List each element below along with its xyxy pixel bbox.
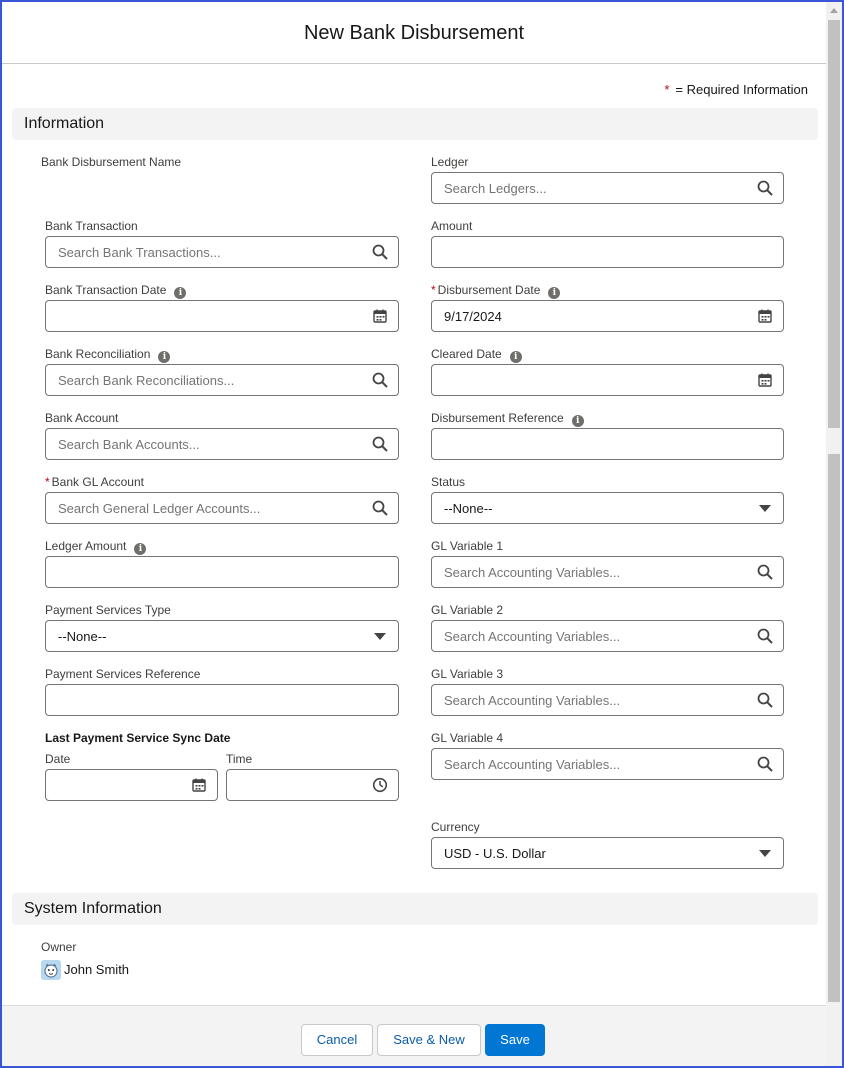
currency-value: USD - U.S. Dollar [444,846,546,861]
gl-variable-1-placeholder: Search Accounting Variables... [444,565,621,580]
required-note-text: = Required Information [675,82,808,97]
bank-transaction-label: Bank Transaction [45,219,138,233]
ledger-label: Ledger [431,155,469,169]
sync-time-input[interactable] [226,769,399,801]
bank-account-input[interactable] [45,428,399,460]
disbursement-reference-label [431,411,584,427]
amount-input[interactable] [431,236,784,268]
search-icon [372,436,388,452]
ledger-input[interactable] [431,172,784,204]
gl-variable-2-input[interactable] [431,620,784,652]
gl-variable-2-placeholder: Search Accounting Variables... [444,629,621,644]
search-icon [372,500,388,516]
gl-variable-4-label: GL Variable 4 [431,731,504,745]
sync-time-sublabel: Time [226,752,253,766]
gl-variable-1-input[interactable] [431,556,784,588]
disbursement-reference-label-text: Disbursement Reference [431,411,564,425]
gl-variable-3-label: GL Variable 3 [431,667,504,681]
scroll-up-arrow-icon[interactable] [830,8,838,13]
calendar-icon[interactable] [191,777,207,793]
amount-label: Amount [431,219,473,233]
section-information[interactable] [12,108,818,140]
chevron-down-icon [757,845,773,861]
cleared-date-label [431,347,522,363]
cancel-button[interactable]: Cancel [301,1024,373,1056]
last-payment-service-sync-date-label: Last Payment Service Sync Date [45,731,231,745]
bank-reconciliation-label [45,347,170,363]
ledger-amount-label [45,539,146,555]
disbursement-date-value: 9/17/2024 [444,309,502,324]
info-icon[interactable]: i [548,287,560,299]
search-icon [757,628,773,644]
currency-label: Currency [431,820,480,834]
status-select[interactable] [431,492,784,524]
bank-transaction-date-input[interactable] [45,300,399,332]
search-icon [757,692,773,708]
bank-gl-account-label-text: Bank GL Account [51,475,144,489]
search-icon [372,244,388,260]
currency-select[interactable] [431,837,784,869]
sync-date-sublabel: Date [45,752,71,766]
bank-gl-account-placeholder: Search General Ledger Accounts... [58,501,261,516]
payment-services-type-label: Payment Services Type [45,603,171,617]
status-value: --None-- [444,501,493,516]
scrollbar-track-lower[interactable] [828,454,840,1002]
required-star: * [664,82,670,97]
calendar-icon[interactable] [757,372,773,388]
bank-transaction-date-label [45,283,186,299]
bank-reconciliation-label-text: Bank Reconciliation [45,347,151,361]
disbursement-reference-input[interactable] [431,428,784,460]
gl-variable-3-placeholder: Search Accounting Variables... [444,693,621,708]
payment-services-reference-input[interactable] [45,684,399,716]
section-system-information[interactable] [12,893,818,925]
bank-disbursement-name-label: Bank Disbursement Name [41,155,182,169]
cleared-date-input[interactable] [431,364,784,396]
required-star: * [45,475,50,489]
clock-icon[interactable] [372,777,388,793]
calendar-icon[interactable] [372,308,388,324]
gl-variable-4-placeholder: Search Accounting Variables... [444,757,621,772]
save-and-new-button[interactable]: Save & New [377,1024,481,1056]
save-button[interactable]: Save [485,1024,545,1056]
search-icon [372,372,388,388]
cleared-date-label-text: Cleared Date [431,347,502,361]
payment-services-reference-label: Payment Services Reference [45,667,201,681]
search-icon [757,564,773,580]
scrollbar-thumb[interactable] [828,20,840,428]
avatar [41,960,61,980]
gl-variable-4-input[interactable] [431,748,784,780]
calendar-icon[interactable] [757,308,773,324]
gl-variable-2-label: GL Variable 2 [431,603,504,617]
bank-account-placeholder: Search Bank Accounts... [58,437,200,452]
required-star: * [431,283,436,297]
modal-header [2,2,826,64]
gl-variable-3-input[interactable] [431,684,784,716]
section-title-system-information: System Information [24,900,162,917]
section-title-information: Information [24,115,105,132]
ledger-amount-input[interactable] [45,556,399,588]
search-icon [757,756,773,772]
scrollbar[interactable] [826,2,842,1066]
owner-name-link[interactable]: John Smith [64,962,130,977]
info-icon[interactable]: i [572,415,584,427]
bank-reconciliation-input[interactable] [45,364,399,396]
required-information-note [664,82,808,97]
owner-label: Owner [41,940,77,954]
ledger-placeholder: Search Ledgers... [444,181,547,196]
info-icon[interactable]: i [134,543,146,555]
bank-account-label: Bank Account [45,411,119,425]
modal-footer [2,1005,826,1068]
info-icon[interactable]: i [158,351,170,363]
bank-transaction-placeholder: Search Bank Transactions... [58,245,221,260]
gl-variable-1-label: GL Variable 1 [431,539,504,553]
bank-transaction-input[interactable] [45,236,399,268]
disbursement-date-input[interactable] [431,300,784,332]
modal-title: New Bank Disbursement [303,22,525,44]
ledger-amount-label-text: Ledger Amount [45,539,127,553]
bank-gl-account-input[interactable] [45,492,399,524]
status-label: Status [431,475,466,489]
bank-gl-account-label [45,475,144,489]
disbursement-date-label [431,283,560,299]
info-icon[interactable]: i [174,287,186,299]
sync-date-input[interactable] [45,769,218,801]
bank-reconciliation-placeholder: Search Bank Reconciliations... [58,373,235,388]
payment-services-type-select[interactable] [45,620,399,652]
chevron-down-icon [757,500,773,516]
bank-transaction-date-label-text: Bank Transaction Date [45,283,167,297]
chevron-down-icon [372,628,388,644]
info-icon[interactable]: i [510,351,522,363]
payment-services-type-value: --None-- [58,629,107,644]
disbursement-date-label-text: Disbursement Date [437,283,541,297]
search-icon [757,180,773,196]
